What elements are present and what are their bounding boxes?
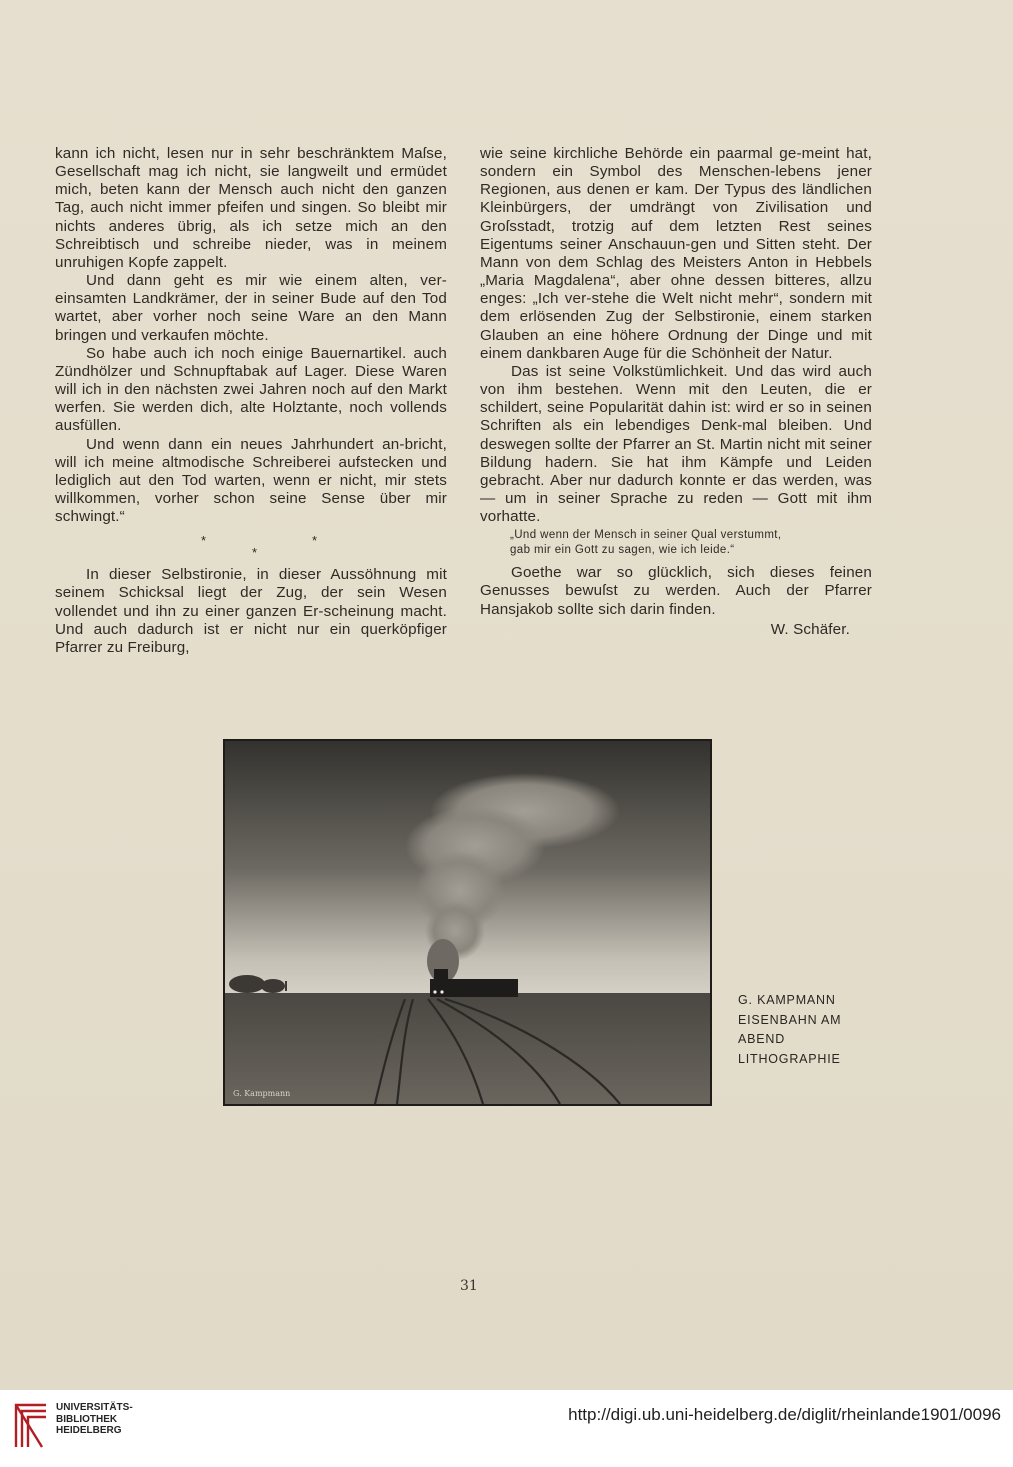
library-name-line: BIBLIOTHEK (56, 1413, 118, 1425)
separator-star: * (312, 533, 318, 549)
paragraph: kann ich nicht, lesen nur in sehr beschränktem Maſse, Gesellschaft mag ich nicht, sie langweilt und ermüdet mich, beten kann der Mensch auch nicht den ganzen Tag, auch nicht immer pfeifen und singen. So bleibt mir nichts anderes übrig, als ich setze mich an den Schreibtisch und schreibe nieder, was in meinem unruhigen Kopfe zappelt. (55, 145, 447, 271)
caption-line: G. KAMPMANN (738, 993, 836, 1007)
right-text-column (480, 145, 872, 639)
separator-star: * (252, 545, 258, 561)
goethe-quote (480, 528, 872, 558)
library-name-line: HEIDELBERG (56, 1425, 122, 1436)
closing-paragraph: In dieser Selbstironie, in dieser Aussöhnung mit seinem Schicksal liegt der Zug, der sein Wesen vollendet und ihn zu einer ganzen Er-scheinung macht. Und auch dadurch ist er nicht nur ein querköpfiger Pfarrer zu Freiburg, (55, 566, 447, 656)
caption-line: LITHOGRAPHIE (738, 1051, 841, 1066)
field (225, 993, 710, 1104)
library-name (56, 1402, 133, 1437)
library-name-line: UNIVERSITÄTS- (56, 1402, 133, 1413)
source-url-link[interactable]: http://digi.ub.uni-heidelberg.de/diglit/rheinlande1901/0096 (568, 1405, 1001, 1424)
quote-line: gab mir ein Gott zu sagen, wie ich leide.“ (510, 544, 735, 557)
lithograph-illustration (223, 739, 712, 1106)
closing-paragraph: Goethe war so glücklich, sich dieses feinen Genusses bewuſst zu werden. Auch der Pfarrer Hansjakob sollte sich darin finden. (480, 564, 872, 618)
lithograph-drawing (225, 741, 710, 1104)
paragraph: Und wenn dann ein neues Jahrhundert an-bricht, will ich meine altmodische Schreiberei aufstecken und lediglich aut den Tod warten, wenn er nicht, mir stets willkommen, vorher schon seine Sense über mir schwingt.“ (55, 435, 447, 526)
left-text-column (55, 145, 447, 657)
illustration-caption (738, 991, 841, 1069)
artist-signature: G. Kampmann (233, 1089, 291, 1098)
paragraph: Und dann geht es mir wie einem alten, ver-einsamten Landkrämer, der in seiner Bude auf den Tod wartet, aber vorher noch seine Ware an den Mann bringen und verkaufen möchte. (55, 272, 447, 344)
paragraph: Das ist seine Volkstümlichkeit. Und das wird auch von ihm bestehen. Wenn mit den Leuten, die er schildert, seine Popularität dahin ist: wird er so in seinen Schriften als ein lebendiges Denk-mal bleiben. Und deswegen sollte der Pfarrer an St. Martin nicht mit seiner Bildung hadern. Sie hat ihm Kämpfe und Leiden gebracht. Aber nur dadurch konnte er das werden, was — um in seiner Sprache zu reden — Gott mit ihm vorhatte. (480, 362, 872, 526)
library-logo-icon (12, 1401, 50, 1451)
caption-line: EISENBAHN AM (738, 1012, 842, 1027)
author-signature: W. Schäfer. (770, 620, 850, 638)
paragraph: wie seine kirchliche Behörde ein paarmal ge-meint hat, sondern ein Symbol des Menschen-lebens jener Regionen, aus denen er kam. Der Typus des ländlichen Kleinbürgers, der umdrängt von Zivilisation und Groſsstadt, trotzig auf dem letzten Rest seines Eigentums seiner Anschauun-gen und Sitten steht. Der Mann von dem Schlag des Meisters Anton in Hebbels „Maria Magdalena“, aber ohne dessen bitteres, allzu enges: „Ich ver-stehe die Welt nicht mehr“, sondern mit dem erlösenden Zug der Selbstironie, einem starken Glauben an eine höhere Ordnung der Dinge und mit einem dankbaren Auge für die Schönheit der Natur. (480, 145, 872, 362)
separator-star: * (201, 533, 207, 549)
caption-line: ABEND (738, 1032, 786, 1046)
page-number: 31 (460, 1278, 478, 1294)
library-footer (0, 1390, 1013, 1467)
paragraph: So habe auch ich noch einige Bauernartikel. auch Zündhölzer und Schnupftabak auf Lager. Diese Waren will ich in den nächsten zwei Jahren noch auf den Markt werfen. Sie werden dich, alte Holztante, noch vollends ausfüllen. (55, 344, 447, 435)
section-separator (55, 526, 447, 566)
quote-line: „Und wenn der Mensch in seiner Qual verstummt, (510, 529, 782, 542)
